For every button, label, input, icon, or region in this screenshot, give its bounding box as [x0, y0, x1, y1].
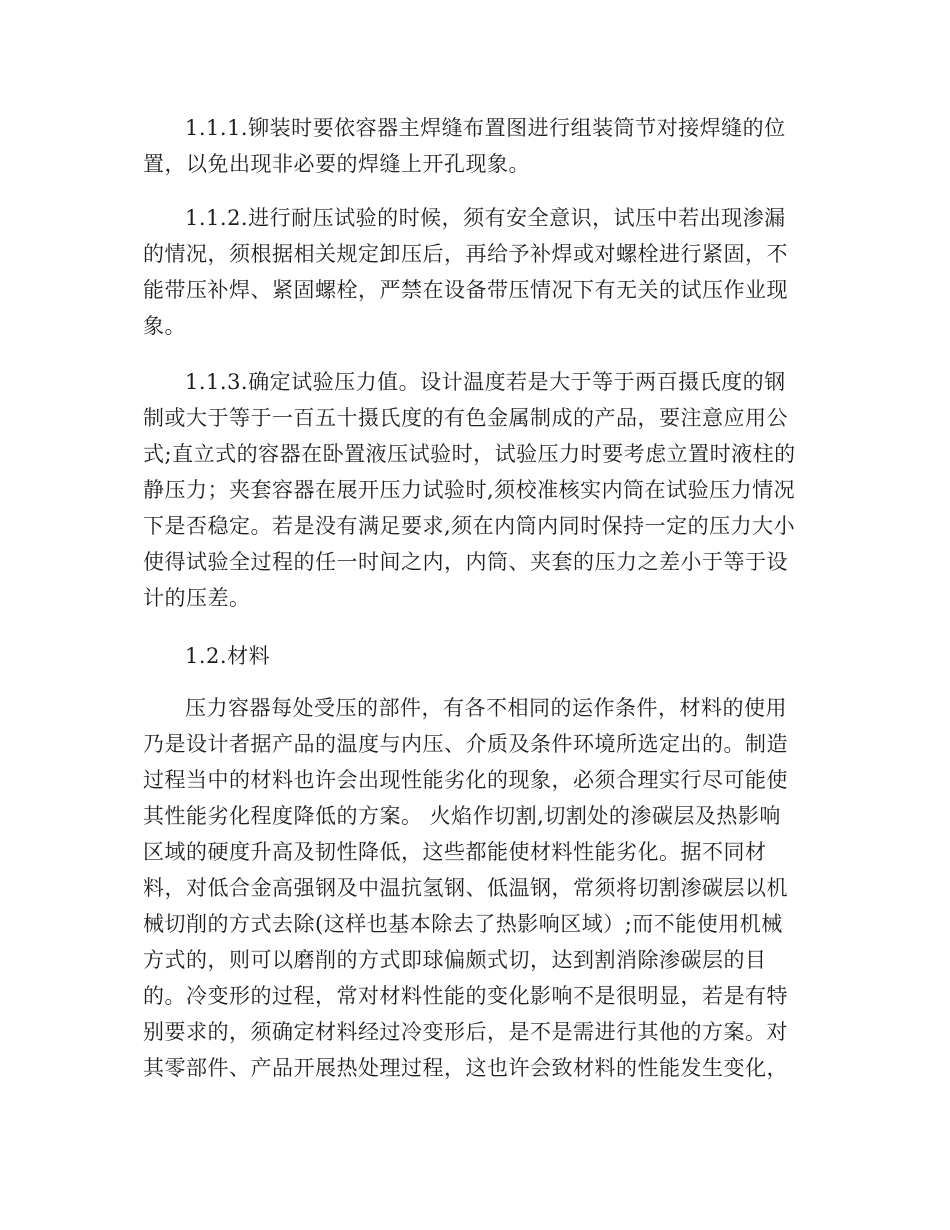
- materials-paragraph-line: 其性能劣化程度降低的方案。 火焰作切割,切割处的渗碳层及热影响: [143, 804, 781, 828]
- materials-paragraph-line: 料，对低合金高强钢及中温抗氢钢、低温钢，常须将切割渗碳层以机: [143, 876, 788, 900]
- materials-paragraph-line: 的。冷变形的过程，常对材料性能的变化影响不是很明显，若是有特: [143, 984, 788, 1008]
- paragraph-1-1-3-line: 静压力；夹套容器在展开压力试验时,须校准核实内筒在试验压力情况: [143, 478, 796, 502]
- materials-paragraph-line: 其零部件、产品开展热处理过程，这也许会致材料的性能发生变化，: [143, 1056, 788, 1080]
- paragraph-1-1-3-line: 下是否稳定。若是没有满足要求,须在内筒内同时保持一定的压力大小: [143, 514, 796, 538]
- paragraph-1-1-1-line: 1.1.1.铆装时要依容器主焊缝布置图进行组装筒节对接焊缝的位: [185, 116, 786, 140]
- paragraph-1-1-3-line: 计的压差。: [143, 586, 251, 610]
- paragraph-1-1-1-line: 置，以免出现非必要的焊缝上开孔现象。: [143, 152, 530, 176]
- materials-paragraph-line: 别要求的，须确定材料经过冷变形后，是不是需进行其他的方案。对: [143, 1020, 788, 1044]
- materials-paragraph-line: 过程当中的材料也许会出现性能劣化的现象，必须合理实行尽可能使: [143, 768, 788, 792]
- paragraph-1-1-2-line: 能带压补焊、紧固螺栓，严禁在设备带压情况下有无关的试压作业现: [143, 278, 788, 302]
- paragraph-1-1-3-line: 制或大于等于一百五十摄氏度的有色金属制成的产品，要注意应用公: [143, 406, 788, 430]
- materials-paragraph-line: 械切削的方式去除(这样也基本除去了热影响区域）;而不能使用机械: [143, 912, 783, 936]
- paragraph-1-1-2-line: 象。: [143, 314, 186, 338]
- paragraph-1-1-3-line: 式;直立式的容器在卧置液压试验时，试验压力时要考虑立置时液柱的: [143, 442, 796, 466]
- materials-paragraph-line: 压力容器每处受压的部件，有各不相同的运作条件，材料的使用: [185, 696, 787, 720]
- section-heading: 1.2.材料: [185, 644, 271, 668]
- paragraph-1-1-3-line: 使得试验全过程的任一时间之内，内筒、夹套的压力之差小于等于设: [143, 550, 788, 574]
- paragraph-1-1-2-line: 的情况，须根据相关规定卸压后，再给予补焊或对螺栓进行紧固，不: [143, 242, 788, 266]
- materials-paragraph-line: 方式的，则可以磨削的方式即球偏颇式切，达到割消除渗碳层的目: [143, 948, 767, 972]
- materials-paragraph-line: 乃是设计者据产品的温度与内压、介质及条件环境所选定出的。制造: [143, 732, 788, 756]
- paragraph-1-1-2-line: 1.1.2.进行耐压试验的时候，须有安全意识，试压中若出现渗漏: [185, 206, 786, 230]
- paragraph-1-1-3-line: 1.1.3.确定试验压力值。设计温度若是大于等于两百摄氏度的钢: [185, 370, 786, 394]
- materials-paragraph-line: 区域的硬度升高及韧性降低，这些都能使材料性能劣化。据不同材: [143, 840, 767, 864]
